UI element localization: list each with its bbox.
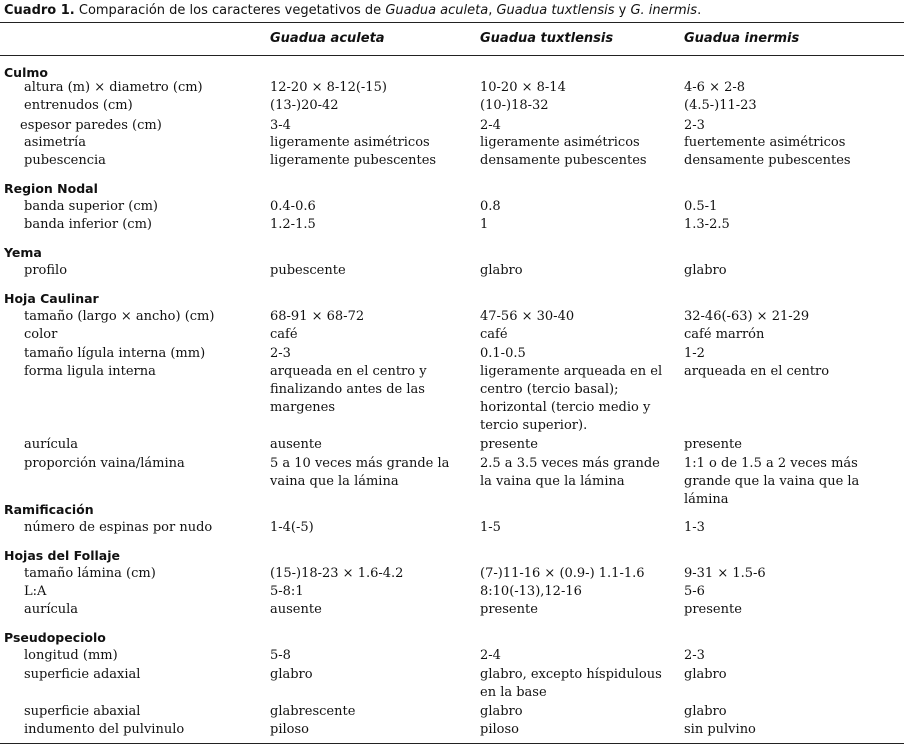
table-cell: 2-4 [480, 118, 501, 133]
table-cell: 47-56 × 30-40 [480, 309, 575, 324]
section-heading: Region Nodal [4, 181, 98, 196]
table-cell: sin pulvino [684, 722, 756, 737]
table-cell: 10-20 × 8-14 [480, 80, 566, 95]
column-header-aculeta: Guadua aculeta [270, 31, 385, 46]
row-label: espesor paredes (cm) [20, 118, 162, 133]
table-cell: 1-3 [684, 520, 705, 535]
table-cell: glabro [480, 263, 523, 278]
table-cell: 5-8 [270, 648, 291, 663]
table-cell: (7-)11-16 × (0.9-) 1.1-1.6 [480, 566, 645, 581]
caption-separator: y [614, 3, 631, 18]
caption-separator: , [488, 3, 497, 18]
table-cell: glabro [684, 263, 727, 278]
table-cell: 1:1 o de 1.5 a 2 veces más grande que la vaina que la lámina [684, 456, 860, 507]
table-cell: 2-3 [684, 118, 705, 133]
header-rule [0, 55, 904, 56]
table-cell: (4.5-)11-23 [684, 98, 757, 113]
table-cell: presente [684, 602, 742, 617]
row-label: color [24, 327, 58, 342]
caption-number: Cuadro 1. [4, 3, 75, 18]
table-cell: 4-6 × 2-8 [684, 80, 746, 95]
row-label: profilo [24, 263, 68, 278]
table-cell: ligeramente arqueada en el centro (tercio basal); horizontal (tercio medio y tercio superior). [480, 364, 663, 433]
section-heading: Hoja Caulinar [4, 291, 99, 306]
table-cell: 1-2 [684, 346, 705, 361]
caption-species-2: Guadua tuxtlensis [496, 3, 615, 18]
row-label: altura (m) × diametro (cm) [24, 80, 203, 95]
table-cell: 5 a 10 veces más grande la vaina que la lámina [270, 456, 450, 489]
caption-text: Comparación de los caracteres vegetativos de [74, 3, 386, 18]
table-cell: presente [480, 602, 538, 617]
table-cell: 2-3 [270, 346, 291, 361]
table-cell: (10-)18-32 [480, 98, 549, 113]
top-rule [0, 22, 904, 23]
caption-species-3: G. inermis [630, 3, 698, 18]
section-heading: Pseudopeciolo [4, 630, 106, 645]
row-label: asimetría [24, 135, 86, 150]
table-cell: ligeramente asimétricos [270, 135, 430, 150]
bottom-rule [0, 743, 904, 744]
row-label: indumento del pulvinulo [24, 722, 185, 737]
table-cell: fuertemente asimétricos [684, 135, 846, 150]
table-cell: 2-3 [684, 648, 705, 663]
row-label: proporción vaina/lámina [24, 456, 185, 471]
table-cell: 8:10(-13),12-16 [480, 584, 582, 599]
table-cell: presente [480, 437, 538, 452]
column-header-inermis: Guadua inermis [684, 31, 800, 46]
table-cell: ausente [270, 437, 322, 452]
table-cell: ausente [270, 602, 322, 617]
table-cell: 5-6 [684, 584, 705, 599]
row-label: banda inferior (cm) [24, 217, 152, 232]
table-cell: ligeramente asimétricos [480, 135, 640, 150]
table-cell: 1 [480, 217, 489, 232]
table-cell: 0.8 [480, 199, 501, 214]
row-label: L:A [24, 584, 47, 599]
table-cell: 5-8:1 [270, 584, 304, 599]
table-cell: glabro [270, 667, 313, 682]
table-cell: 2-4 [480, 648, 501, 663]
table-cell: café [480, 327, 508, 342]
table-cell: (15-)18-23 × 1.6-4.2 [270, 566, 404, 581]
section-heading: Ramificación [4, 502, 94, 517]
section-heading: Yema [4, 245, 42, 260]
table-cell: piloso [480, 722, 519, 737]
table-cell: ligeramente pubescentes [270, 153, 437, 168]
table-cell: glabro, excepto híspidulous en la base [480, 667, 662, 700]
section-heading: Culmo [4, 65, 48, 80]
table-cell: (13-)20-42 [270, 98, 339, 113]
row-label: forma ligula interna [24, 364, 156, 379]
row-label: superficie adaxial [24, 667, 141, 682]
caption-species-1: Guadua aculeta [385, 3, 489, 18]
table-caption [4, 3, 900, 19]
table-cell: 1-5 [480, 520, 501, 535]
table-cell: 32-46(-63) × 21-29 [684, 309, 810, 324]
row-label: tamaño lígula interna (mm) [24, 346, 206, 361]
table-cell: glabrescente [270, 704, 356, 719]
row-label: número de espinas por nudo [24, 520, 213, 535]
row-label: aurícula [24, 437, 79, 452]
table-cell: 12-20 × 8-12(-15) [270, 80, 387, 95]
row-label: tamaño lámina (cm) [24, 566, 156, 581]
table-cell: glabro [480, 704, 523, 719]
table-cell: 2.5 a 3.5 veces más grande la vaina que la lámina [480, 456, 660, 489]
table-cell: piloso [270, 722, 309, 737]
table-cell: glabro [684, 667, 727, 682]
table-cell: 3-4 [270, 118, 291, 133]
table-cell: pubescente [270, 263, 346, 278]
table-cell: café [270, 327, 298, 342]
table-cell: arqueada en el centro y finalizando antes de las margenes [270, 364, 427, 415]
row-label: longitud (mm) [24, 648, 118, 663]
table-cell: café marrón [684, 327, 765, 342]
caption-end: . [697, 3, 702, 18]
table-cell: 1.3-2.5 [684, 217, 730, 232]
row-label: pubescencia [24, 153, 106, 168]
row-label: banda superior (cm) [24, 199, 159, 214]
table-cell: arqueada en el centro [684, 364, 830, 379]
table-cell: densamente pubescentes [480, 153, 647, 168]
table-cell: presente [684, 437, 742, 452]
table-cell: 1-4(-5) [270, 520, 314, 535]
table-cell: 0.4-0.6 [270, 199, 316, 214]
table-cell: 68-91 × 68-72 [270, 309, 365, 324]
table-cell: 0.1-0.5 [480, 346, 526, 361]
row-label: superficie abaxial [24, 704, 141, 719]
table-cell: densamente pubescentes [684, 153, 851, 168]
table-cell: 1.2-1.5 [270, 217, 316, 232]
table-cell: glabro [684, 704, 727, 719]
row-label: aurícula [24, 602, 79, 617]
row-label: entrenudos (cm) [24, 98, 133, 113]
table-cell: 0.5-1 [684, 199, 718, 214]
column-header-tuxtlensis: Guadua tuxtlensis [480, 31, 614, 46]
row-label: tamaño (largo × ancho) (cm) [24, 309, 215, 324]
section-heading: Hojas del Follaje [4, 548, 121, 563]
table-cell: 9-31 × 1.5-6 [684, 566, 766, 581]
